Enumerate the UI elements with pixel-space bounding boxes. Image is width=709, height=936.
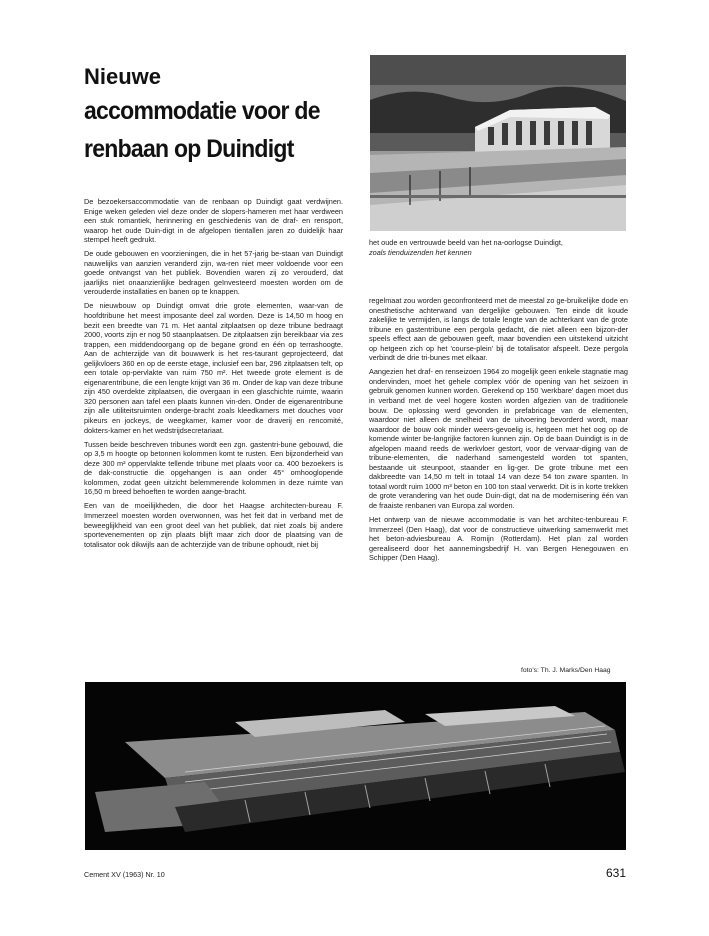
right-paragraph: Aangezien het draf- en renseizoen 1964 zo mogelijk geen enkele stagnatie mag ondervinden, moet het gehele complex vóór de opening van het seizoen in gebruik genomen kunnen worden. Gerekend op 150 'werkbare' dagen moet dus in verband met de veel hogere kosten worden afgezien van de traditionele bouw. De oplossing werd gevonden in prefabricage van de elementen, waardoor niet alleen de snelheid van de uitvoering bevorderd wordt, maar waardoor de bouw ook minder weers-gevoelig is, hetgeen met het oog op de komende winter be-langrijke factoren kunnen zijn. Op de baan Duindigt is in de afgelopen maand reeds de werkvloer gestort, voor de vervaar-diging van de tribune-elementen, die naderhand samengesteld worden tot spanten, bestaande uit steunpoot, staander en lig-ger. De grote tribune met een dakbreedte van 14,50 m telt in totaal 14 van deze 54 ton zware spanten. In totaal wordt ruim 1000 m³ beton en 100 ton staal verwerkt. Dit is in korte trekken de grote verandering van het oude Duin-digt, dat na de modernisering één van de fraaiste renbanen van Europa zal worden. <box>369 367 628 510</box>
page-number: 631 <box>606 866 627 880</box>
left-text-column <box>84 197 343 554</box>
left-paragraph: De bezoekersaccommodatie van de renbaan op Duindigt gaat verdwijnen. Enige weken geleden viel deze onder de slopers-hameren met haar verdween een stuk romantiek, herinnering en geschiedenis van de draf- en rensport, waarop het oude Duin-digt in de afgelopen tientallen jaren zo duidelijk haar stempel heeft gedrukt. <box>84 197 343 245</box>
old-grandstand-photo <box>370 55 626 231</box>
right-paragraph: Het ontwerp van de nieuwe accommodatie is van het architec-tenbureau F. Immerzeel (Den Haag), dat voor de constructieve uitwerking samenwerkt met het beton-adviesbureau A. Romijn (Rotterdam). Het plan zal worden gerealiseerd door het aannemingsbedrijf H. van Bergen Henegouwen en Schipper (Den Haag). <box>369 515 628 563</box>
left-paragraph: Tussen beide beschreven tribunes wordt een zgn. gastentri-bune gebouwd, die op 3,5 m hoogte op betonnen kolommen komt te rusten. Een bijzonderheid van deze 300 m² oppervlakte tellende tribune met plaats voor ca. 400 bezoekers is de dak-constructie die opgehangen is aan onder 45° omhooglopende kolommen, zodat geen uitzicht belemmerende kolommen in deze ruimte van 16,50 m breed behoeften te worden aange-bracht. <box>84 439 343 497</box>
journal-reference: Cement XV (1963) Nr. 10 <box>84 870 165 879</box>
title-line-1: Nieuwe <box>84 64 162 89</box>
title-line-2: accommodatie voor de <box>84 97 320 125</box>
left-paragraph: Een van de moeilijkheden, die door het Haagse architecten-bureau F. Immerzeel moesten worden overwonnen, was het feit dat in verband met de beweeglijkheid van een groot deel van het publiek, dat niet zoals bij andere sportevenementen op zijn plaats blijft maar zich door de plaatsing van de totalisator ook dikwijls aan de achterzijde van de tribune ophoudt, niet bij <box>84 501 343 549</box>
title-line-3: renbaan op Duindigt <box>84 135 294 163</box>
grandstand-model-photo <box>85 682 626 850</box>
article-title <box>84 62 354 168</box>
right-paragraph: regelmaat zou worden geconfronteerd met de meestal zo ge-bruikelijke dode en onesthetische achterwand van dergelijke gebouwen. Ten einde dit koude zakelijke te vermijden, is langs de totale lengte van de achterkant van de grote tribune en gastentribune een pergola gedacht, die niet alleen een bijzon-der speels effect aan de gebouwen geeft, maar bovendien een uitstekend uitzicht op hetgeen zich op het 'course-plein' bij de totalisator afspeelt. Deze pergola verbindt de drie tri-bunes met elkaar. <box>369 296 628 363</box>
photo-caption <box>369 238 629 258</box>
left-paragraph: De oude gebouwen en voorzieningen, die in het 57-jarig be-staan van Duindigt nauwelijks van aanzien veranderd zijn, wa-ren niet meer voldoende voor een goede ontvangst van het publiek. Bovendien waren zij zo verouderd, dat jaarlijks niet onaanzienlijke bedragen geïnvesteerd moesten worden om de verouderde installaties en banen op te knappen. <box>84 249 343 297</box>
right-text-column <box>369 296 628 567</box>
caption-line-1: het oude en vertrouwde beeld van het na-oorlogse Duindigt, <box>369 238 563 247</box>
left-paragraph: De nieuwbouw op Duindigt omvat drie grote elementen, waar-van de hoofdtribune het meest imposante deel zal worden. Deze is 14,50 m hoog en bezit een breedte van 71 m. Het aantal zitplaatsen op deze tribune bedraagt 2000, voorts zijn er nog 50 staanplaatsen. De zitplaatsen zijn bereikbaar via zes trappen, een middendoorgang op de begane grond en één op terrashoogte. Aan de achterzijde van dit bouwwerk is het res-taurant geprojecteerd, dat gelijkvloers 360 en op de eerste etage, inclusief een bar, 296 zitplaatsen telt, op een totale op-pervlakte van ruim 750 m². Het tweede grote element is de eigenarentribune, die een lengte krijgt van 36 m. Onder de kap van deze tribune zijn 450 overdekte zitplaatsen, die overgaan in een glaschichte ruimte, waarin 320 personen aan tafel een plaats kunnen vin-den. Onder de eigenarentribune zijn alle utiliteitsruimten onderge-bracht zoals kleedkamers met douches voor pikeurs en jockeys, de weegkamer, kamer voor de draverij en rencomité, dokters-kamer en het wedstrijdsecretariaat. <box>84 301 343 435</box>
photo-credit: foto's: Th. J. Marks/Den Haag <box>521 667 611 674</box>
caption-line-2: zoals tienduizenden het kennen <box>369 247 472 257</box>
